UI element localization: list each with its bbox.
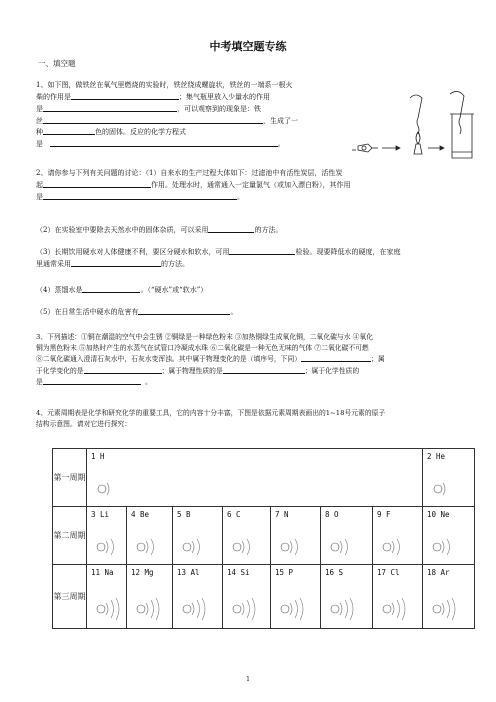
gas-jar-icon bbox=[450, 91, 474, 158]
question-4 bbox=[36, 408, 460, 429]
element-cell: 6 C bbox=[223, 507, 271, 565]
periodic-table bbox=[52, 448, 475, 629]
q1-line: 柴的作用是 ；集气瓶里放入少量水的作用 bbox=[36, 92, 270, 101]
arrow-icon bbox=[382, 146, 400, 150]
atom-diagram-icon bbox=[177, 596, 213, 622]
period-row-2 bbox=[53, 507, 475, 565]
arrow-icon bbox=[428, 146, 444, 150]
q2-sub-3: （3）长期饮用硬水对人体健康不利，要区分硬水和软水，可用 检验。现要降低水的硬度，在家庭 里通常采用 的方法。 bbox=[36, 248, 401, 268]
atom-diagram-icon bbox=[227, 536, 257, 558]
iron-wire-experiment-figure bbox=[348, 88, 478, 160]
element-cell: 15 P bbox=[271, 565, 321, 629]
page-number: 1 bbox=[246, 675, 250, 683]
element-cell bbox=[87, 449, 423, 507]
element-cell: 17 Cl bbox=[373, 565, 423, 629]
q3-line: 3、下列描述：①铜在潮湿的空气中会生锈 ②铜绿是一种绿色粉末 ③加热铜绿生成氧化铜，二氧化碳与水 ④氧化 bbox=[36, 333, 374, 341]
answer-blank[interactable] bbox=[43, 103, 177, 112]
answer-blank[interactable] bbox=[223, 365, 305, 374]
atom-diagram-icon bbox=[427, 536, 457, 558]
spirit-lamp-icon bbox=[410, 95, 422, 154]
q3-line: 铜为黑色粉末 ⑤加热时产生的水蒸气在试管口冷凝成水珠 ⑥二氧化碳是一种无色无味的气体 ⑦二氧化碳不可燃 bbox=[36, 343, 369, 352]
q1-line: 种 色的固体。反应的化学方程式 bbox=[36, 128, 186, 137]
q2-line: 2、请你参与下列有关问题的讨论：（1）自来水的生产过程大体如下：过滤池中有活性炭层，活性炭 bbox=[36, 169, 343, 177]
atom-diagram-icon bbox=[427, 596, 463, 622]
question-3: 3、下列描述：①铜在潮湿的空气中会生锈 ②铜绿是一种绿色粉末 ③加热铜绿生成氧化铜，二氧化碳与水 ④氧化 铜为黑色粉末 ⑤加热时产生的水蒸气在试管口冷凝成水珠 ⑥二氧化碳是一种无色无味的气体 ⑦二氧化碳不可燃 ⑧二氧化碳通入澄清石灰水中，石灰水变浑浊。其中属于物理变化的是（填序号，下同） ；属 于化学变化的是 ；属于物理性质的是 ；属于化学性质的 是 。 bbox=[36, 332, 460, 388]
answer-blank[interactable] bbox=[71, 258, 161, 267]
element-cell: 5 B bbox=[173, 507, 223, 565]
q1-line: 1、如下图，做铁丝在氧气里燃烧的实验时，铁丝绕成螺旋状，铁丝的一端系一根火 bbox=[36, 81, 293, 89]
answer-blank[interactable] bbox=[43, 376, 141, 385]
element-cell: 16 S bbox=[321, 565, 373, 629]
atom-diagram-icon bbox=[131, 596, 167, 622]
element-symbol: 2 He bbox=[427, 452, 446, 461]
answer-blank[interactable] bbox=[71, 91, 179, 100]
element-cell: 10 Ne bbox=[423, 507, 475, 565]
element-cell: 8 O bbox=[321, 507, 373, 565]
period-row-3 bbox=[53, 565, 475, 629]
section-heading: 一、填空题 bbox=[38, 59, 76, 68]
tongs-and-spiral-icon bbox=[352, 144, 378, 152]
answer-blank[interactable] bbox=[43, 115, 263, 124]
answer-blank[interactable] bbox=[43, 126, 95, 135]
element-symbol: 1 H bbox=[91, 452, 105, 461]
element-cell: 3 Li bbox=[87, 507, 127, 565]
q2-line: 起 作用。处理水时，通常通入一定量氯气（或加入漂白粉），其作用 bbox=[36, 180, 351, 189]
q2-sub-2: （2）在实验室中要除去天然水中的固体杂质，可以采用 的方法。 bbox=[36, 226, 283, 234]
period-label: 第二周期 bbox=[53, 507, 87, 565]
q4-line: 结构示意图。请对它进行探究： bbox=[36, 419, 132, 428]
answer-blank[interactable] bbox=[208, 224, 254, 233]
atom-diagram-icon bbox=[377, 536, 407, 558]
element-cell bbox=[423, 449, 475, 507]
atom-diagram-icon bbox=[177, 536, 207, 558]
answer-blank[interactable] bbox=[43, 191, 237, 200]
atom-diagram-icon bbox=[275, 536, 305, 558]
atom-diagram-icon bbox=[91, 596, 127, 622]
atom-diagram-icon bbox=[377, 596, 413, 622]
q1-line: 是 ，可以观察到的现象是：铁 bbox=[36, 104, 261, 113]
answer-blank[interactable] bbox=[82, 284, 140, 293]
element-cell: 14 Si bbox=[223, 565, 271, 629]
page-title: 中考填空题专练 bbox=[209, 40, 287, 53]
answer-blank[interactable] bbox=[50, 138, 278, 147]
answer-blank[interactable] bbox=[138, 306, 230, 315]
atom-diagram-icon bbox=[325, 536, 355, 558]
q2-sub-4: （4）蒸馏水是 。（“硬水”或“软水”） bbox=[36, 286, 208, 294]
element-cell: 18 Ar bbox=[423, 565, 475, 629]
answer-blank[interactable] bbox=[43, 179, 151, 188]
answer-blank[interactable] bbox=[84, 365, 162, 374]
atom-diagram-icon bbox=[91, 536, 121, 558]
element-cell: 9 F bbox=[373, 507, 423, 565]
atom-diagram-icon bbox=[427, 478, 449, 500]
element-cell: 7 N bbox=[271, 507, 321, 565]
element-cell: 12 Mg bbox=[127, 565, 173, 629]
q1-line: 是 。 bbox=[36, 140, 285, 149]
q2-sub-5: （5）在日常生活中硬水的危害有 。 bbox=[36, 308, 238, 316]
period-label: 第一周期 bbox=[53, 449, 87, 507]
element-cell: 4 Be bbox=[127, 507, 173, 565]
atom-diagram-icon bbox=[227, 596, 263, 622]
q1-line: 丝 ，生成了一 bbox=[36, 116, 298, 125]
question-2 bbox=[36, 168, 460, 203]
element-cell: 13 Al bbox=[173, 565, 223, 629]
period-label: 第三周期 bbox=[53, 565, 87, 629]
question-1 bbox=[36, 80, 346, 150]
atom-diagram-icon bbox=[91, 478, 113, 500]
answer-blank[interactable] bbox=[229, 246, 295, 255]
atom-diagram-icon bbox=[131, 536, 161, 558]
atom-diagram-icon bbox=[325, 596, 361, 622]
q2-line: 是 。 bbox=[36, 192, 244, 201]
element-cell: 11 Na bbox=[87, 565, 127, 629]
answer-blank[interactable] bbox=[301, 353, 371, 362]
atom-diagram-icon bbox=[275, 596, 311, 622]
q4-line: 4、元素周期表是化学和研究化学的重要工具，它的内容十分丰富，下图是依据元素周期表画出的1~18号元素的原子 bbox=[36, 409, 386, 417]
